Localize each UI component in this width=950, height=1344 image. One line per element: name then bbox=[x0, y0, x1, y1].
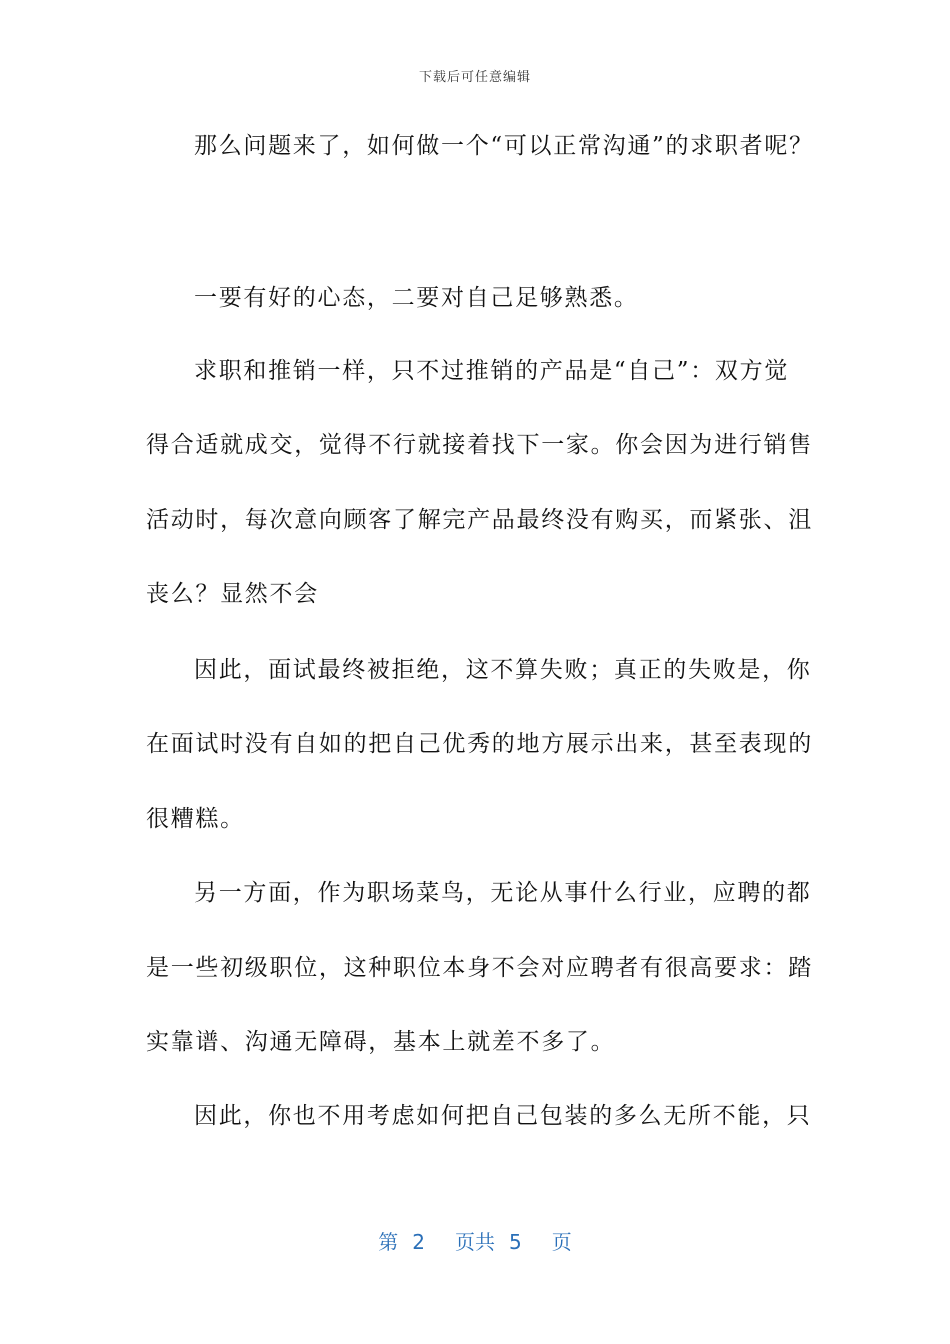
footer-suffix: 页 bbox=[551, 1230, 572, 1254]
page-footer bbox=[0, 1226, 950, 1255]
footer-prefix: 第 bbox=[378, 1230, 399, 1254]
page-header-note: 下载后可任意编辑 bbox=[418, 70, 531, 85]
body-line: 因此，你也不用考虑如何把自己包装的多么无所不能，只 bbox=[194, 1103, 812, 1129]
body-line: 一要有好的心态，二要对自己足够熟悉。 bbox=[194, 285, 639, 311]
body-line: 因此，面试最终被拒绝，这不算失败；真正的失败是，你 bbox=[194, 657, 812, 683]
body-line: 在面试时没有自如的把自己优秀的地方展示出来，甚至表现的 bbox=[146, 731, 813, 757]
body-line: 丧么？显然不会 bbox=[146, 581, 319, 607]
footer-middle: 页共 bbox=[455, 1230, 495, 1254]
body-line: 另一方面，作为职场菜鸟，无论从事什么行业，应聘的都 bbox=[194, 880, 812, 906]
body-line: 那么问题来了，如何做一个“可以正常沟通”的求职者呢？ bbox=[194, 133, 814, 159]
footer-page-number: 2 bbox=[412, 1230, 425, 1254]
body-line: 很糟糕。 bbox=[146, 806, 245, 832]
body-line: 实靠谱、沟通无障碍，基本上就差不多了。 bbox=[146, 1029, 616, 1055]
footer-total-pages: 5 bbox=[509, 1230, 522, 1254]
body-line: 求职和推销一样，只不过推销的产品是“自己”：双方觉 bbox=[194, 358, 790, 384]
body-line: 得合适就成交，觉得不行就接着找下一家。你会因为进行销售 bbox=[146, 432, 813, 458]
body-line: 活动时，每次意向顾客了解完产品最终没有购买，而紧张、沮 bbox=[146, 507, 813, 533]
body-line: 是一些初级职位，这种职位本身不会对应聘者有很高要求：踏 bbox=[146, 955, 813, 981]
